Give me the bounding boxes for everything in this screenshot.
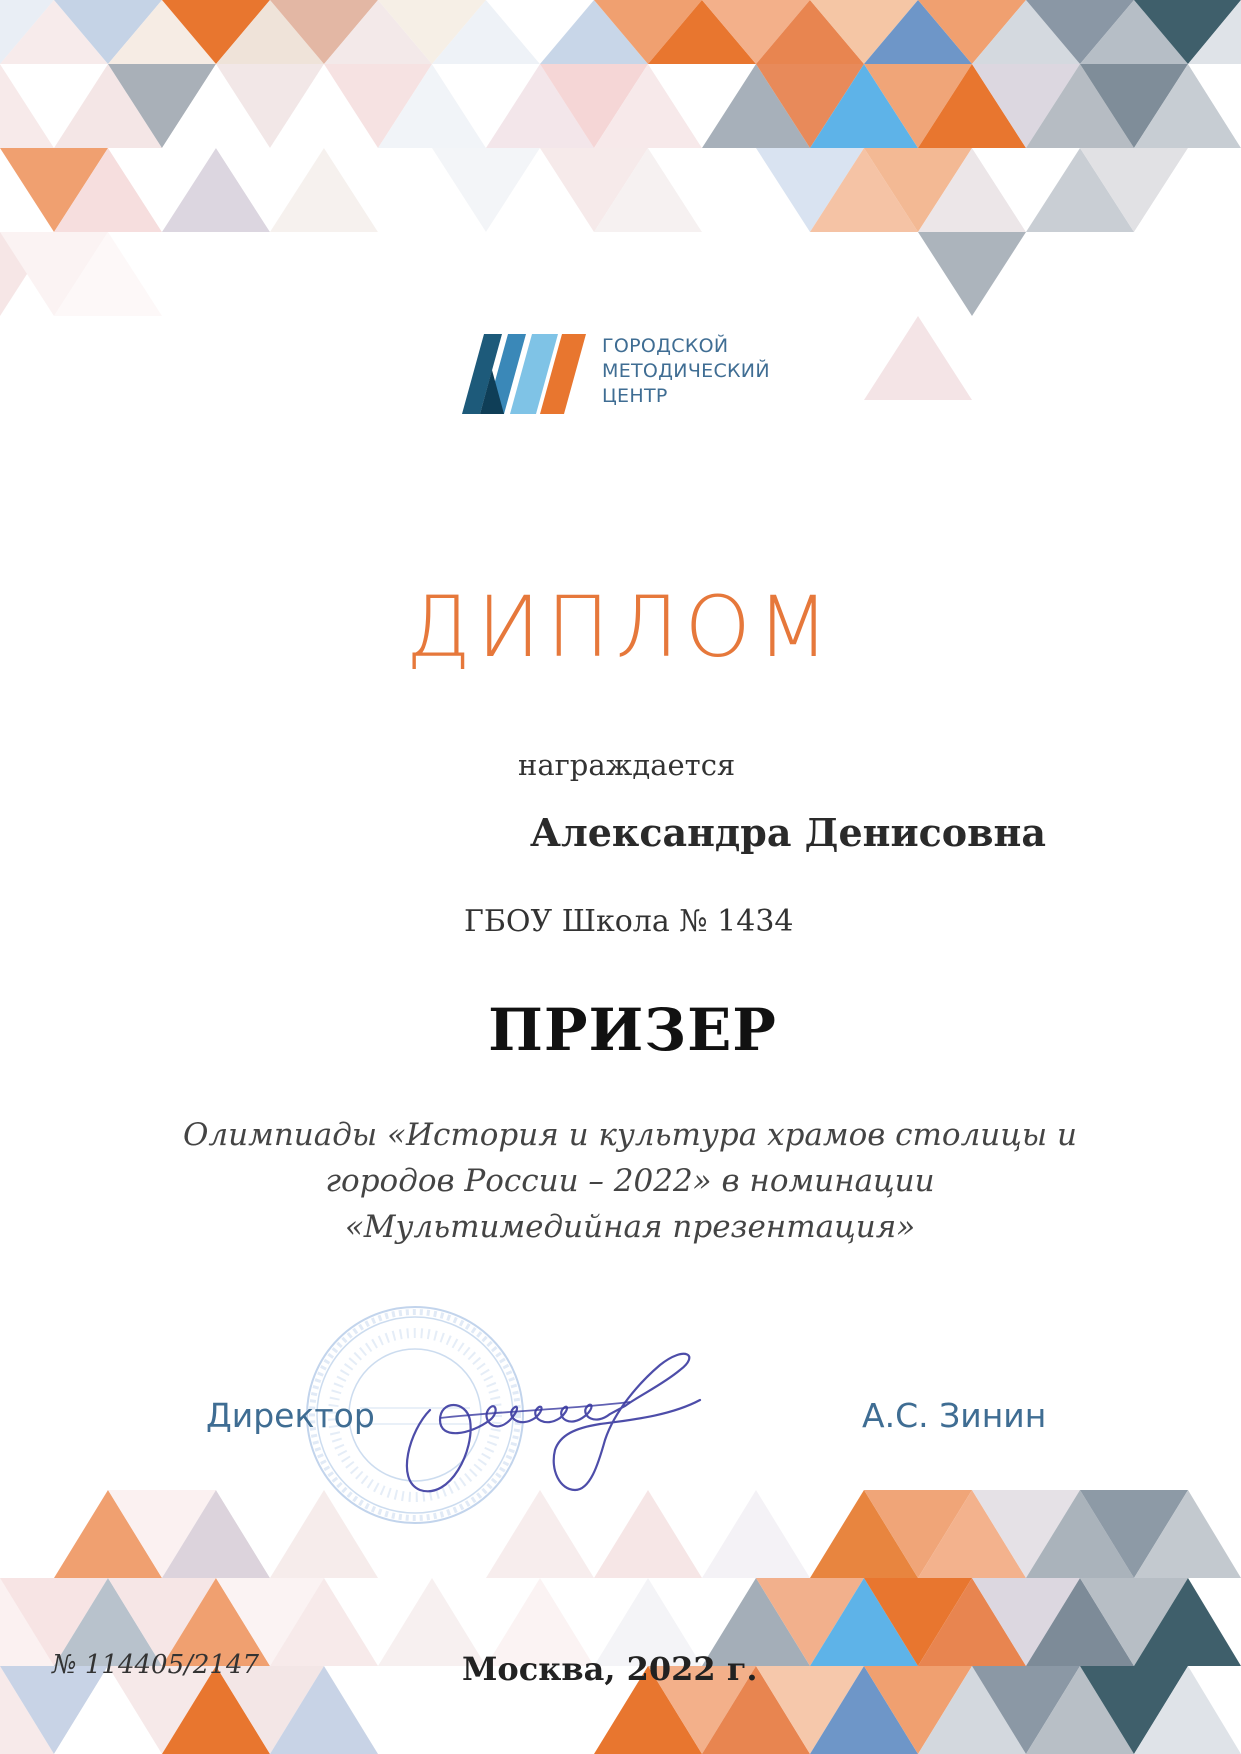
logo-line-2: МЕТОДИЧЕСКИЙ: [602, 360, 770, 382]
certificate-number: № 114405/2147: [52, 1650, 260, 1680]
place-and-date: Москва, 2022 г.: [462, 1650, 758, 1688]
logo-line-3: ЦЕНТР: [602, 385, 668, 407]
rank-title: ПРИЗЕР: [488, 996, 777, 1064]
logo-text: [602, 334, 770, 409]
logo-line-1: ГОРОДСКОЙ: [602, 335, 729, 357]
award-description: [120, 1112, 1140, 1250]
description-line-1: Олимпиады «История и культура храмов столицы и: [183, 1117, 1077, 1153]
diploma-title: ДИПЛОМ: [405, 578, 836, 676]
director-label: Директор: [206, 1396, 375, 1435]
school-name: ГБОУ Школа № 1434: [464, 904, 794, 939]
recipient-name: Александра Денисовна: [530, 810, 1046, 855]
signer-name: А.С. Зинин: [862, 1396, 1047, 1435]
description-line-3: «Мультимедийная презентация»: [344, 1209, 916, 1245]
logo: [462, 330, 792, 420]
logo-mark-icon: [462, 330, 592, 414]
awarded-label: награждается: [518, 748, 736, 782]
bottom-triangle-pattern: [0, 1490, 1241, 1754]
description-line-2: городов России – 2022» в номинации: [325, 1163, 935, 1199]
signature-icon: [400, 1340, 780, 1510]
